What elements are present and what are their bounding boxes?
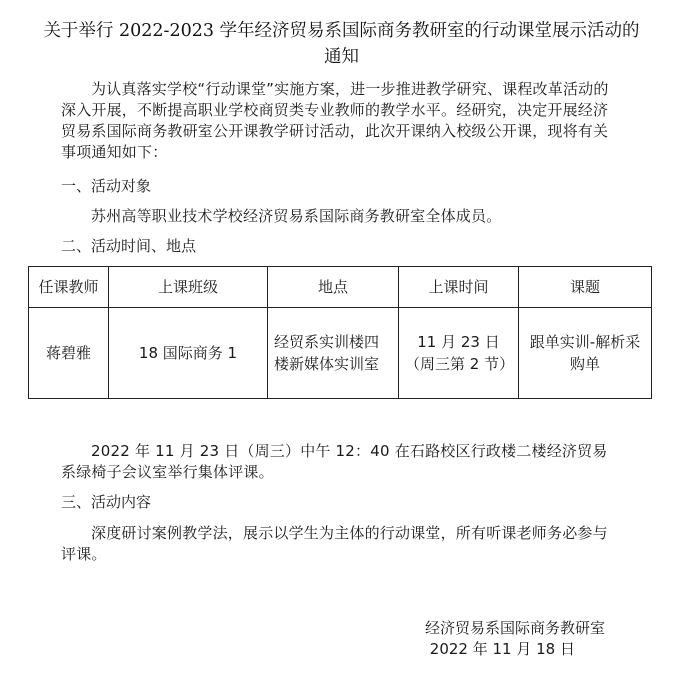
table-header-row [29,267,652,308]
cell-location: 经贸系实训楼四楼新媒体实训室 [268,308,399,399]
intro-paragraph: 为认真落实学校“行动课堂”实施方案，进一步推进教学研究、课程改革活动的深入开展，不断提高职业学校商贸类专业教师的教学水平。经研究，决定开展经济贸易系国际商务教研室公开课教学研讨活动，此次开课纳入校级公开课，现将有关事项通知如下： [61,80,609,161]
header-location: 地点 [268,267,399,308]
section-heading-content: 三、活动内容 [61,493,152,511]
schedule-table [28,266,652,399]
section-heading-time-place: 二、活动时间、地点 [61,237,197,255]
target-paragraph: 苏州高等职业技术学校经济贸易系国际商务教研室全体成员。 [91,207,502,225]
cell-time-detail: （周三第 2 节） [405,355,515,373]
section-heading-target: 一、活动对象 [61,177,152,195]
content-paragraph: 深度研讨案例教学法，展示以学生为主体的行动课堂，所有听课老师务必参与评课。 [61,524,608,563]
cell-time-date: 11 月 23 日 [417,333,500,351]
header-teacher: 任课教师 [29,267,109,308]
header-time: 上课时间 [399,267,519,308]
header-class: 上课班级 [109,267,268,308]
signature-date: 2022 年 11 月 18 日 [429,640,575,658]
cell-teacher: 蒋碧雅 [29,308,109,399]
cell-time [399,308,519,399]
header-topic: 课题 [519,267,652,308]
signature-org: 经济贸易系国际商务教研室 [424,619,605,637]
notice-title: 关于举行 2022-2023 学年经济贸易系国际商务教研室的行动课堂展示活动的通知 [43,21,640,67]
cell-class: 18 国际商务 1 [109,308,268,399]
cell-topic: 跟单实训-解析采购单 [519,308,652,399]
table-row [29,308,652,399]
review-note-paragraph: 2022 年 11 月 23 日（周三）中午 12：40 在石路校区行政楼二楼经济贸易系绿椅子会议室举行集体评课。 [61,442,608,481]
